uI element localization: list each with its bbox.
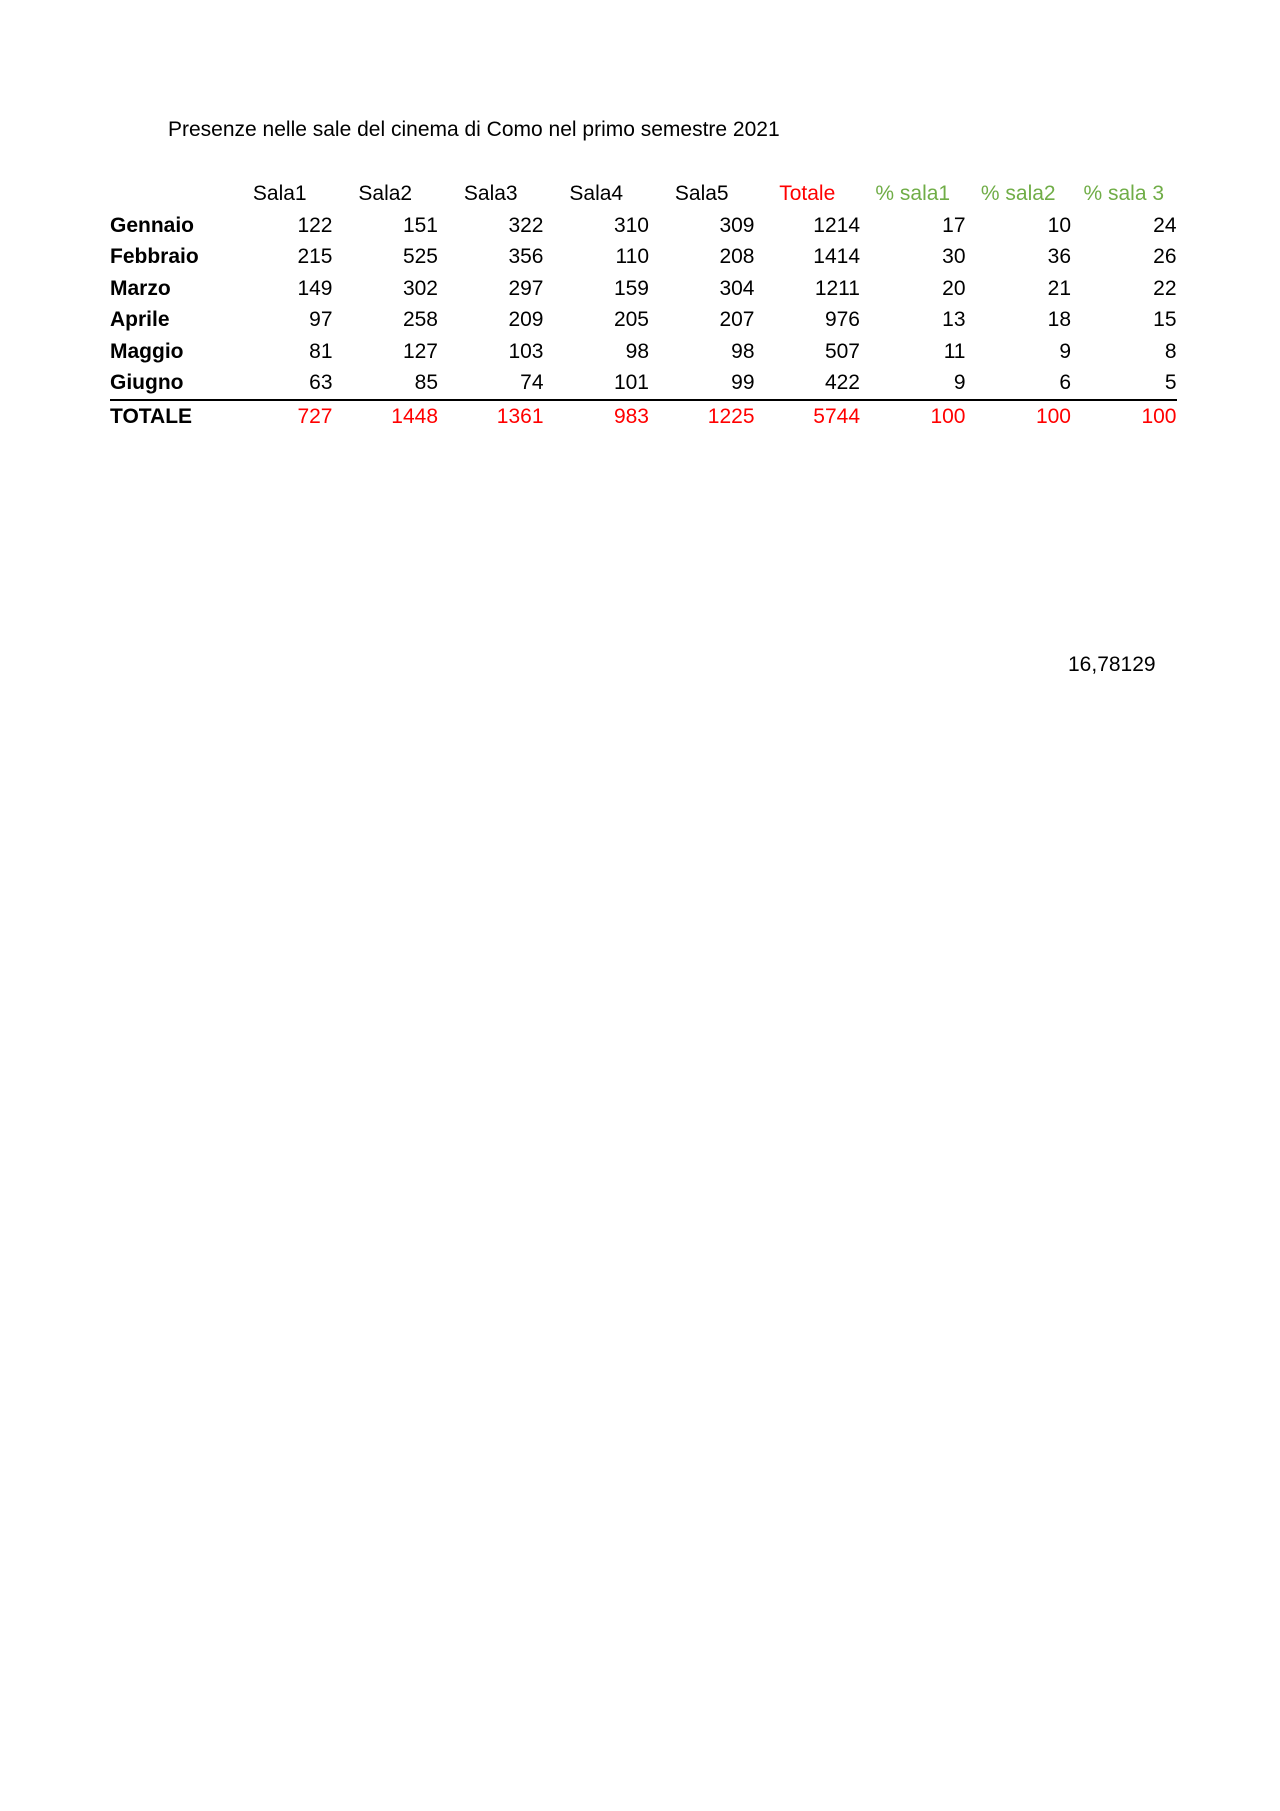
total-row xyxy=(110,400,1177,433)
table-cell: 525 xyxy=(402,245,438,268)
total-cell: 1225 xyxy=(649,400,755,433)
table-cell: 26 xyxy=(1153,245,1177,268)
table-cell: 507 xyxy=(824,339,860,363)
table-cell: 215 xyxy=(297,245,333,268)
table-cell: 322 xyxy=(508,213,544,237)
total-cell: 983 xyxy=(544,400,650,433)
table-cell: 10 xyxy=(1047,213,1071,237)
table-row xyxy=(110,241,1177,273)
table-cell: 208 xyxy=(719,245,755,268)
table-cell: 297 xyxy=(508,276,544,300)
table-row xyxy=(110,210,1177,242)
table-cell: 63 xyxy=(309,371,333,394)
header-totale: Totale xyxy=(779,182,836,205)
table-cell: 81 xyxy=(309,339,333,363)
document-title: Presenze nelle sale del cinema di Como nel primo semestre 2021 xyxy=(168,118,780,141)
header-sala4: Sala4 xyxy=(569,182,624,205)
table-cell: 22 xyxy=(1153,276,1177,300)
total-cell: 1448 xyxy=(333,400,439,433)
table-cell: 207 xyxy=(719,308,755,331)
total-cell: 1361 xyxy=(438,400,544,433)
table-cell: 304 xyxy=(719,276,755,300)
table-cell: 976 xyxy=(824,308,860,331)
table-cell: 209 xyxy=(508,308,544,331)
table-cell: 110 xyxy=(615,245,649,268)
table-cell: 356 xyxy=(508,245,544,268)
table-cell: 309 xyxy=(719,213,755,237)
header-sala2: Sala2 xyxy=(358,182,413,205)
table-cell: 18 xyxy=(1047,308,1071,331)
table-cell: 151 xyxy=(402,213,438,237)
table-cell: 6 xyxy=(1059,371,1071,394)
table-cell: 98 xyxy=(731,339,755,363)
row-label: Gennaio xyxy=(110,213,195,237)
table-cell: 159 xyxy=(613,276,649,300)
table-row xyxy=(110,273,1177,305)
header-corner xyxy=(110,178,227,210)
table-row xyxy=(110,336,1177,368)
table-cell: 310 xyxy=(613,213,649,237)
table-cell: 36 xyxy=(1047,245,1071,268)
header-row xyxy=(110,178,1177,210)
table-cell: 74 xyxy=(520,371,544,394)
table-cell: 30 xyxy=(942,245,966,268)
table-cell: 24 xyxy=(1153,213,1177,237)
total-cell: 100 xyxy=(1071,400,1177,433)
table-cell: 149 xyxy=(297,276,333,300)
table-cell: 101 xyxy=(613,371,649,394)
table-cell: 99 xyxy=(731,371,755,394)
table-cell: 122 xyxy=(297,213,333,237)
table-cell: 17 xyxy=(942,213,966,237)
table-cell: 103 xyxy=(508,339,544,363)
row-label: Aprile xyxy=(110,308,170,331)
table-cell: 258 xyxy=(402,308,438,331)
table-cell: 1211 xyxy=(814,276,860,300)
table-cell: 302 xyxy=(402,276,438,300)
row-label: Giugno xyxy=(110,371,184,394)
standalone-value: 16,78129 xyxy=(1068,653,1156,676)
header-sala5: Sala5 xyxy=(674,182,729,205)
table-cell: 422 xyxy=(824,371,860,394)
header-percent-sala2: % sala2 xyxy=(980,182,1056,205)
table-cell: 5 xyxy=(1164,371,1177,394)
table-cell: 85 xyxy=(414,371,438,394)
total-cell: 727 xyxy=(227,400,333,433)
total-cell: 100 xyxy=(860,400,966,433)
row-label: Marzo xyxy=(110,276,171,300)
table-cell: 21 xyxy=(1047,276,1071,300)
row-label: Maggio xyxy=(110,339,184,363)
table-cell: 127 xyxy=(402,339,438,363)
total-cell: 100 xyxy=(966,400,1072,433)
total-cell: 5744 xyxy=(755,400,861,433)
table-cell: 9 xyxy=(1059,339,1071,363)
total-label: TOTALE xyxy=(110,400,227,433)
table-cell: 20 xyxy=(942,276,966,300)
header-percent-sala3: % sala 3 xyxy=(1083,182,1165,205)
table-cell: 8 xyxy=(1164,339,1177,363)
table-cell: 1214 xyxy=(813,213,860,237)
table-cell: 205 xyxy=(613,308,649,331)
table-row xyxy=(110,304,1177,336)
table-cell: 98 xyxy=(625,339,649,363)
table-row xyxy=(110,367,1177,400)
header-percent-sala1: % sala1 xyxy=(875,182,951,205)
table-cell: 13 xyxy=(942,308,966,331)
table-cell: 11 xyxy=(943,339,966,363)
table-cell: 1414 xyxy=(813,245,860,268)
header-sala1: Sala1 xyxy=(252,182,307,205)
table-cell: 9 xyxy=(953,371,966,394)
table-cell: 15 xyxy=(1153,308,1177,331)
row-label: Febbraio xyxy=(110,245,199,268)
header-sala3: Sala3 xyxy=(463,182,518,205)
table-cell: 97 xyxy=(309,308,333,331)
attendance-table xyxy=(110,178,1177,432)
